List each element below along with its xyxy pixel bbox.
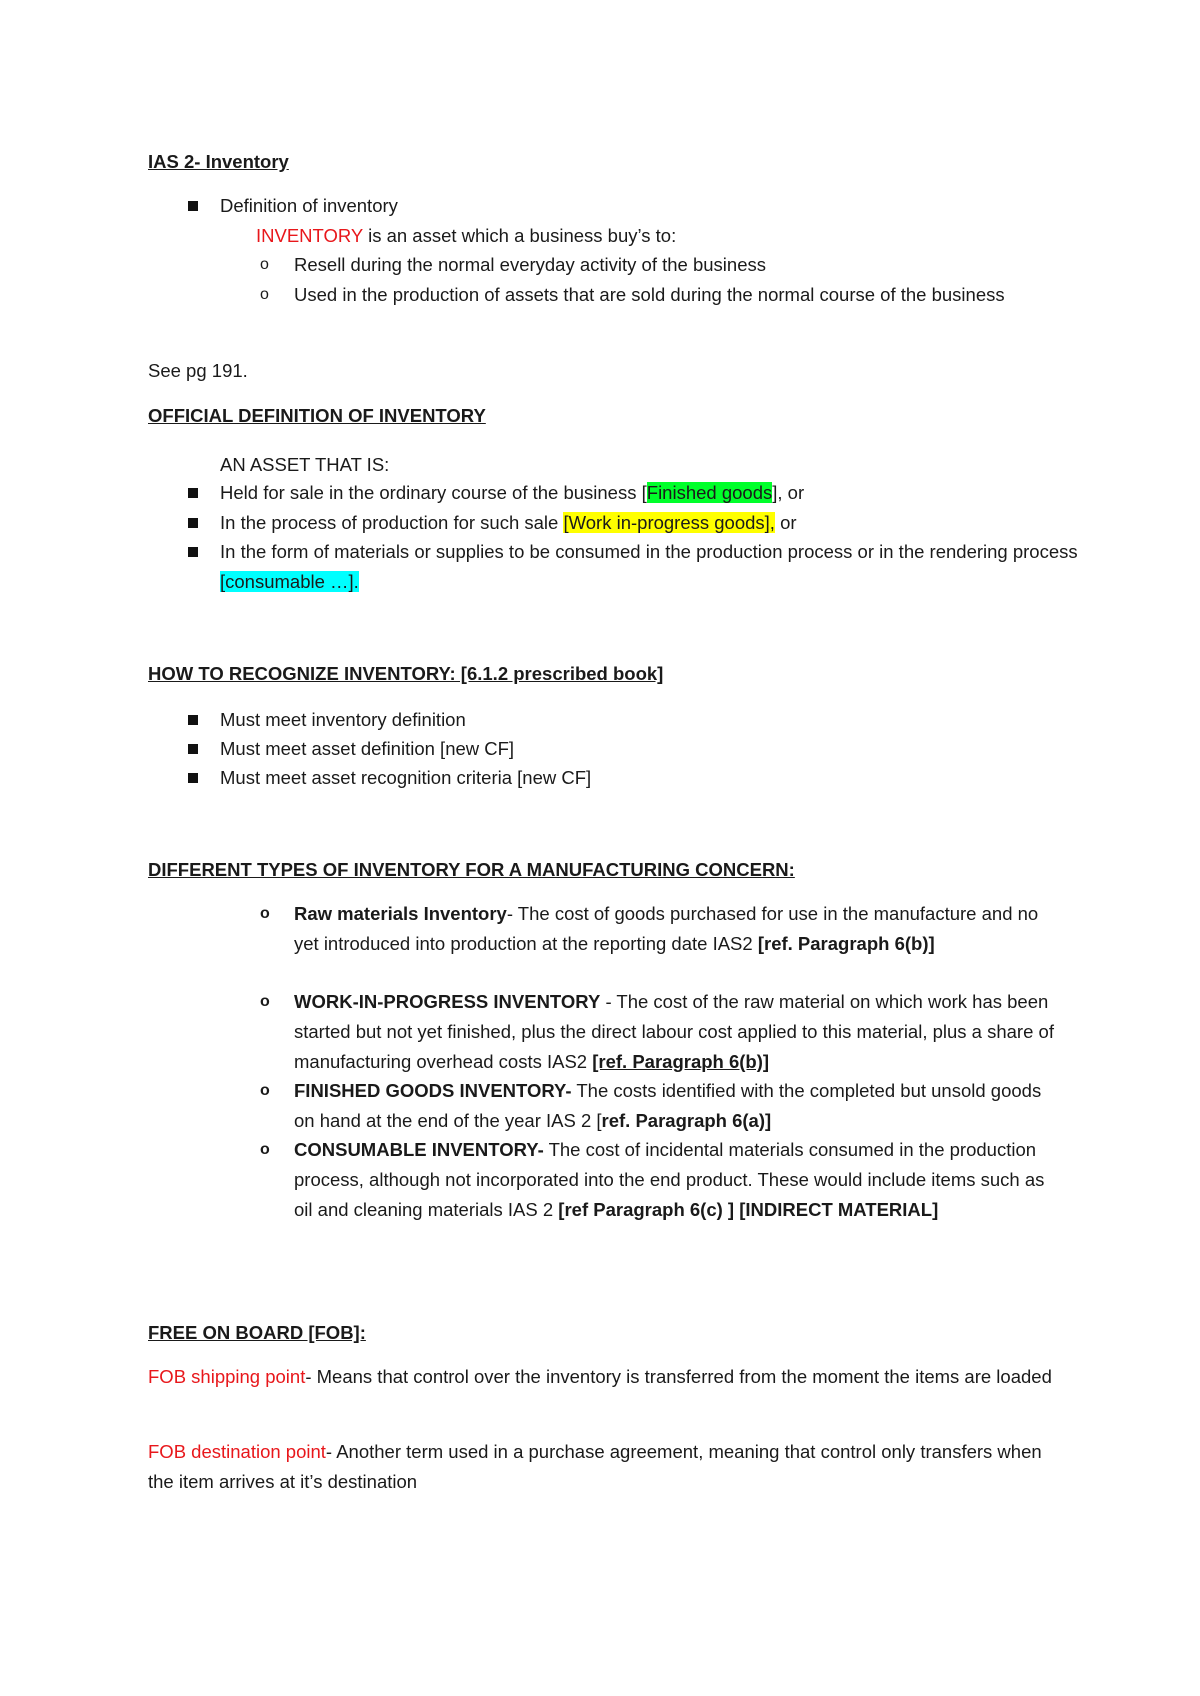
square-bullet-icon [188,488,198,498]
definition-item [148,280,1078,340]
finished-goods-highlight: Finished goods [646,482,773,503]
definition-item [148,250,1078,280]
official-bullet: In the form of materials or supplies to be consumed in the production process or in the rendering process [consumable …]. [148,537,1078,597]
circle-bullet-icon: o [260,1082,270,1099]
see-page-note: See pg 191. [148,360,248,381]
definition-intro-text: is an asset which a business buy’s to: [362,225,677,246]
square-bullet-icon [188,773,198,783]
circle-bullet-icon: o [260,993,270,1010]
official-intro: AN ASSET THAT IS: [220,454,390,475]
wip-goods-highlight: [Work in-progress goods], [563,512,775,533]
fob-shipping-point: FOB shipping point- Means that control over the inventory is transferred from the moment the items are loaded [148,1366,1052,1387]
type-item: o CONSUMABLE INVENTORY- The cost of incidental materials consumed in the production process, although not incorporated into the end product. These would include items such as oil and cleaning materials IAS 2 [ref Paragraph 6(c) ] [INDIRECT MATERIAL] [148,1135,1078,1255]
circle-bullet-icon: o [260,1141,270,1158]
type-item: o WORK-IN-PROGRESS INVENTORY - The cost of the raw material on which work has been started but not yet finished, plus the direct labour cost applied to this material, plus a share of manufacturing overhead costs IAS2 [ref. Paragraph 6(b)] [148,987,1078,1077]
square-bullet-icon [188,201,198,211]
square-bullet-icon [188,715,198,725]
square-bullet-icon [188,518,198,528]
recognize-item: Must meet inventory definition [148,705,1078,735]
page-title: IAS 2- Inventory [148,151,289,172]
definition-item-text: Resell during the normal everyday activity of the business [294,254,766,275]
inventory-term: INVENTORY [256,225,363,246]
definition-label: Definition of inventory [220,195,398,216]
types-heading: DIFFERENT TYPES OF INVENTORY FOR A MANUFACTURING CONCERN: [148,859,795,880]
definition-bullet [148,191,1078,221]
fob-destination-point: FOB destination point- Another term used in a purchase agreement, meaning that control only transfers when the item arrives at it’s destination [148,1441,1042,1492]
recognize-heading: HOW TO RECOGNIZE INVENTORY: [6.1.2 prescribed book] [148,663,664,684]
official-definition-heading: OFFICIAL DEFINITION OF INVENTORY [148,405,486,426]
square-bullet-icon [188,744,198,754]
type-item: o FINISHED GOODS INVENTORY- The costs identified with the completed but unsold goods on hand at the end of the year IAS 2 [ref. Paragraph 6(a)] [148,1076,1078,1136]
circle-bullet-icon: o [260,256,269,273]
recognize-item: Must meet asset recognition criteria [new CF] [148,763,1078,793]
official-bullet: Held for sale in the ordinary course of the business [Finished goods], or [148,478,1078,508]
recognize-item: Must meet asset definition [new CF] [148,734,1078,764]
consumable-highlight: [consumable …]. [220,571,359,592]
type-item: o Raw materials Inventory- The cost of goods purchased for use in the manufacture and no yet introduced into production at the reporting date IAS2 [ref. Paragraph 6(b)] [148,899,1078,989]
definition-item-text: Used in the production of assets that are sold during the normal course of the business [294,284,1005,305]
definition-intro [256,221,1056,251]
fob-heading: FREE ON BOARD [FOB]: [148,1322,366,1343]
square-bullet-icon [188,547,198,557]
official-bullet: In the process of production for such sale [Work in-progress goods], or [148,508,1078,538]
circle-bullet-icon: o [260,905,270,922]
circle-bullet-icon: o [260,286,269,303]
